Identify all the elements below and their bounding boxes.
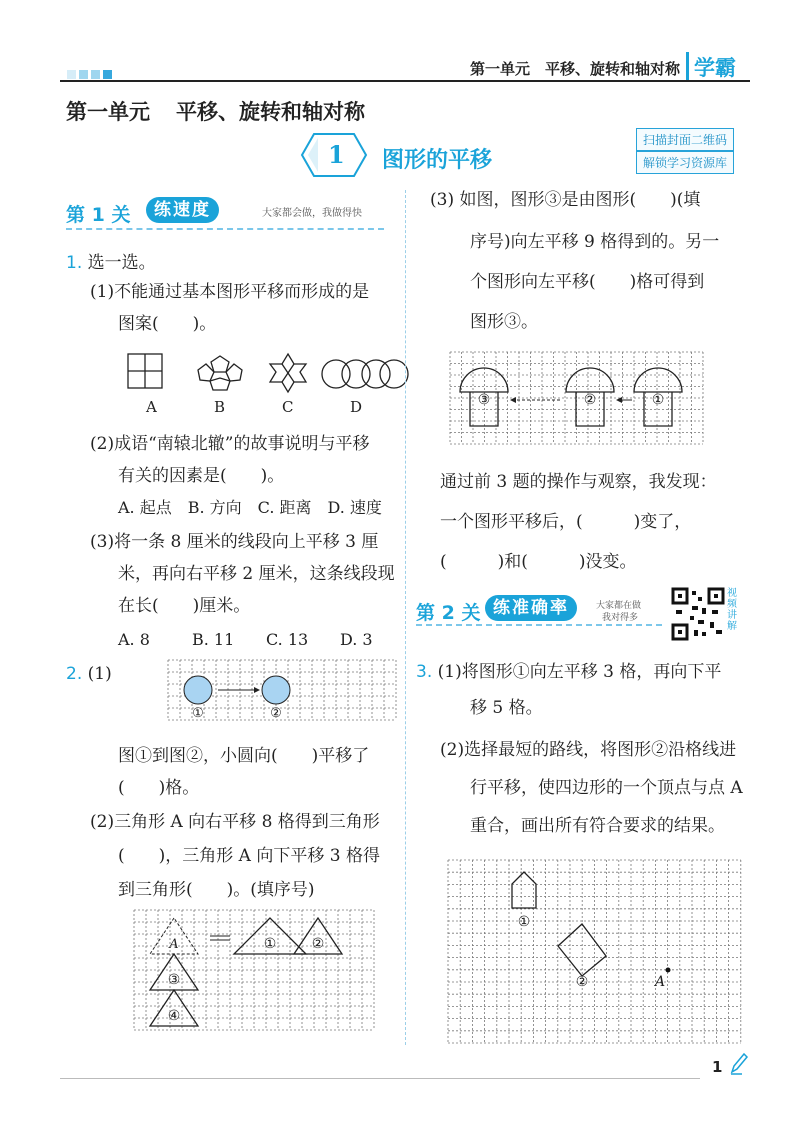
q1-part1-line2: 图案( )。 [118, 314, 217, 334]
triangle-label-a: A [169, 937, 179, 952]
header-rule [60, 80, 750, 82]
column-divider [405, 190, 406, 1045]
video-explain-tag[interactable]: 视频讲解 [727, 588, 737, 632]
q2-part1-label: 2. (1) [66, 664, 112, 684]
q2-part2-line1: (2)三角形 A 向右平移 8 格得到三角形 [90, 812, 380, 832]
circle-1 [184, 676, 212, 704]
pentagon-1 [512, 872, 536, 908]
q1-part1-line1: (1)不能通过基本图形平移而形成的是 [90, 282, 370, 302]
point-a [666, 968, 671, 973]
q1-part2-line1: (2)成语“南辕北辙”的故事说明与平移 [90, 434, 370, 454]
level2-tag-line1: 大家都在做 [596, 601, 642, 611]
pencil-icon [728, 1052, 748, 1076]
level2-divider [416, 624, 662, 626]
q1-part3-option-b: B. 11 [192, 630, 235, 649]
level2-label: 第 2 关 [416, 602, 481, 624]
triangle-label-3: ③ [167, 972, 181, 988]
q3-part2-line3: 重合，画出所有符合要求的结果。 [470, 816, 725, 836]
level1-divider [66, 228, 384, 230]
q1-pattern-figures [110, 350, 400, 394]
q2-part2-line2: ( )，三角形 A 向下平移 3 格得 [118, 846, 380, 866]
grid-lines [448, 860, 741, 1043]
circle-label-1: ① [192, 706, 204, 721]
q1-label-c: C [282, 398, 294, 416]
q1-part3-option-d: D. 3 [340, 630, 373, 649]
triangle-label-1: ① [263, 936, 277, 952]
footer-rule [60, 1078, 700, 1079]
q2-part3-line4: 图形③。 [470, 312, 538, 332]
q2-circle-grid [168, 660, 398, 730]
q2-part3-line3: 个图形向左平移( )格可得到 [470, 272, 705, 292]
q1-label-d: D [350, 398, 363, 416]
q3-part1-line2: 移 5 格。 [470, 698, 543, 718]
level1-pill: 练速度 [146, 197, 219, 223]
q1-heading: 1. 选一选。 [66, 253, 156, 273]
circle-2 [262, 676, 290, 704]
pattern-d-rings [322, 360, 408, 388]
q1-part3-option-c: C. 13 [266, 630, 309, 649]
q3-part2-line1: (2)选择最短的路线，将图形②沿格线进 [440, 740, 737, 760]
observation-line2: 一个图形平移后，( )变了， [440, 512, 692, 532]
lesson-title: 图形的平移 [382, 148, 493, 173]
q2-triangle-grid [134, 910, 384, 1038]
q3-part2-line2: 行平移，使四边形的一个顶点与点 A [470, 778, 743, 798]
q3-shape-label-2: ② [575, 974, 589, 990]
unit-title: 第一单元 平移、旋转和轴对称 [66, 100, 365, 124]
observation-line1: 通过前 3 题的操作与观察，我发现： [440, 472, 717, 492]
level1-tag: 大家都会做，我做得快 [262, 208, 362, 219]
level1-label: 第 1 关 [66, 204, 131, 226]
q1-part3-line1: (3)将一条 8 厘米的线段向上平移 3 厘 [90, 532, 379, 552]
qr-hint-2: 解锁学习资源库 [636, 151, 734, 174]
circle-label-2: ② [270, 706, 282, 721]
q2-part3-line1: (3) 如图，图形③是由图形( )(填 [430, 190, 701, 210]
shape-label-3: ③ [477, 392, 491, 408]
shape-label-2: ② [583, 392, 597, 408]
observation-line3: ( )和( )没变。 [440, 552, 637, 572]
q2-mushroom-grid [450, 352, 710, 450]
pattern-c-star [270, 354, 306, 392]
q3-part1-line1: 3. (1)将图形①向左平移 3 格，再向下平 [416, 662, 722, 682]
q1-part3-line2: 米，再向右平移 2 厘米，这条线段现 [118, 564, 395, 584]
q2-part1-line1: 图①到图②，小圆向( )平移了 [118, 746, 370, 766]
pattern-a-squares [128, 354, 162, 388]
header-unit: 第一单元 [470, 60, 531, 78]
q1-label-a: A [146, 398, 157, 416]
q1-part3-option-a: A. 8 [118, 630, 150, 649]
pattern-b-pentagons [198, 356, 242, 390]
lesson-number: 1 [328, 140, 345, 169]
triangle-label-4: ④ [167, 1008, 181, 1024]
q1-label-b: B [214, 398, 226, 416]
q1-part2-options: A. 起点 B. 方向 C. 距离 D. 速度 [118, 498, 382, 517]
q2-part3-line2: 序号)向左平移 9 格得到的。另一 [470, 232, 720, 252]
level2-tag-line2: 我对得多 [602, 613, 639, 623]
shape-label-1: ① [651, 392, 665, 408]
q2-part1-line2: ( )格。 [118, 778, 200, 798]
page-number: 1 [712, 1058, 723, 1076]
header-brand-logo: 学霸 [686, 52, 736, 82]
triangle-label-2: ② [311, 936, 325, 952]
qr-code-icon[interactable] [672, 588, 724, 640]
header-topic: 平移、旋转和轴对称 [545, 60, 681, 78]
arrow-head [254, 687, 260, 693]
q1-part2-line2: 有关的因素是( )。 [118, 466, 285, 486]
q1-part3-line3: 在长( )厘米。 [118, 596, 251, 616]
q2-part2-line3: 到三角形( )。(填序号) [118, 880, 315, 900]
q3-shape-label-1: ① [517, 914, 531, 930]
point-a-label: A [654, 974, 666, 990]
q3-quadrilateral-grid [448, 860, 742, 1042]
level2-pill: 练准确率 [485, 595, 577, 621]
qr-hint-1: 扫描封面二维码 [636, 128, 734, 151]
